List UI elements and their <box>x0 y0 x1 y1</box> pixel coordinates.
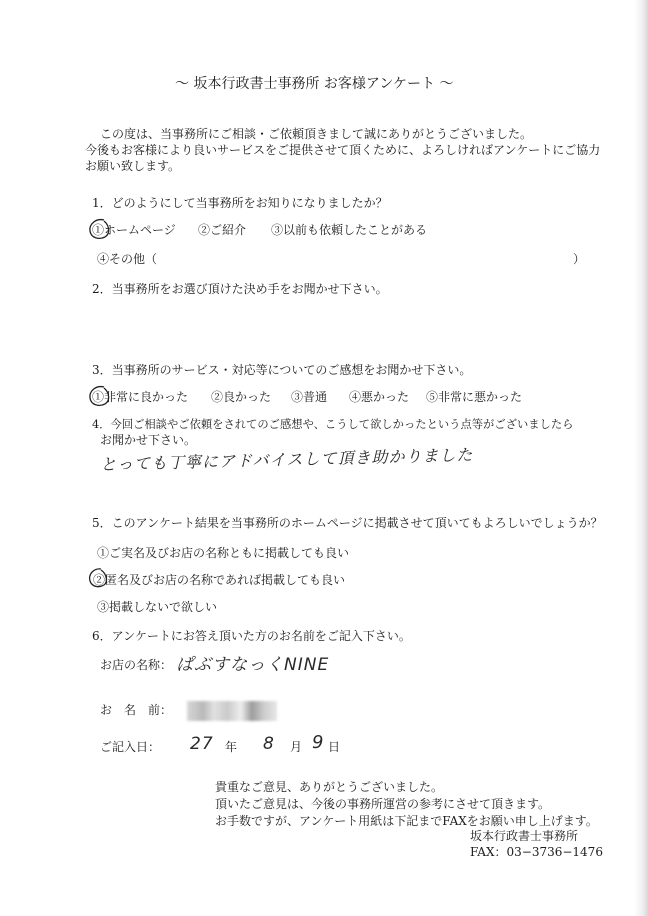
question-3: 3．当事務所のサービス・対応等についてのご感想をお聞かせ下さい。 <box>92 363 472 377</box>
intro-line-2: 今後もお客様により良いサービスをご提供させて頂くために、よろしければアンケートにご協力 <box>85 143 601 157</box>
date-year-unit: 年 <box>225 740 238 754</box>
question-4-line-2: お聞かせ下さい。 <box>100 433 197 447</box>
q3-option-very-bad[interactable]: ⑤非常に悪かった <box>426 390 523 404</box>
intro-line-3: お願い致します。 <box>85 159 181 173</box>
question-1: 1．どのようにして当事務所をお知りになりましたか？ <box>92 196 388 210</box>
q1-other-close-paren: ） <box>573 252 586 266</box>
page-title: 〜 坂本行政書士事務所 お客様アンケート 〜 <box>175 76 454 92</box>
q3-option-average[interactable]: ③普通 <box>291 390 328 404</box>
question-2: 2．当事務所をお選び頂けた決め手をお聞かせ下さい。 <box>92 282 388 296</box>
q5-option-anonymous[interactable]: ②匿名及びお店の名称であれば掲載しても良い <box>93 573 346 587</box>
q3-option-good[interactable]: ②良かった <box>211 390 272 404</box>
date-day-handwritten: 9 <box>312 732 325 753</box>
date-day-unit: 日 <box>328 740 341 754</box>
question-5: 5．このアンケート結果を当事務所のホームページに掲載させて頂いてもよろしいでしょうか？ <box>92 516 603 530</box>
shop-name-label: お店の名称： <box>100 658 173 672</box>
q3-option-bad[interactable]: ④悪かった <box>349 390 410 404</box>
q5-option-full-name[interactable]: ①ご実名及びお店の名称ともに掲載しても良い <box>97 546 350 560</box>
q4-handwritten-answer: とっても丁寧にアドバイスして頂き助かりました <box>100 445 474 474</box>
q5-option-no-publish[interactable]: ③掲載しないで欲しい <box>97 600 218 614</box>
q1-option-homepage[interactable]: ①ホームページ <box>92 223 176 237</box>
closing-line-2: 頂いたご意見は、今後の事務所運営の参考にさせて頂きます。 <box>215 797 551 811</box>
date-label: ご記入日： <box>100 740 161 754</box>
closing-line-3: お手数ですが、アンケート用紙は下記までFAXをお願い申し上げます。 <box>215 814 598 828</box>
shop-name-handwritten: ぱぶすなっくNINE <box>176 655 330 675</box>
closing-line-1: 貴重なご意見、ありがとうございました。 <box>215 780 444 794</box>
office-name: 坂本行政書士事務所 <box>470 829 579 843</box>
q1-option-previous[interactable]: ③以前も依頼したことがある <box>271 223 428 237</box>
date-month-unit: 月 <box>290 740 303 754</box>
question-4-line-1: 4．今回ご相談やご依頼をされてのご感想や、こうして欲しかったという点等がございましたら <box>92 418 574 431</box>
name-label: お 名 前： <box>100 703 173 717</box>
date-year-handwritten: 27 <box>190 734 214 754</box>
q1-option-other[interactable]: ④その他（ <box>97 252 158 266</box>
q1-option-referral[interactable]: ②ご紹介 <box>198 223 247 237</box>
question-6: 6．アンケートにお答え頂いた方のお名前をご記入下さい。 <box>92 629 411 643</box>
scan-edge-shadow <box>634 0 648 916</box>
fax-number: FAX：03−3736−1476 <box>470 845 603 859</box>
intro-line-1: この度は、当事務所にご相談・ご依頼頂きまして誠にありがとうございました。 <box>100 127 533 141</box>
date-month-handwritten: 8 <box>263 734 275 754</box>
name-redacted <box>187 701 277 721</box>
q3-option-very-good[interactable]: ①非常に良かった <box>92 390 189 404</box>
